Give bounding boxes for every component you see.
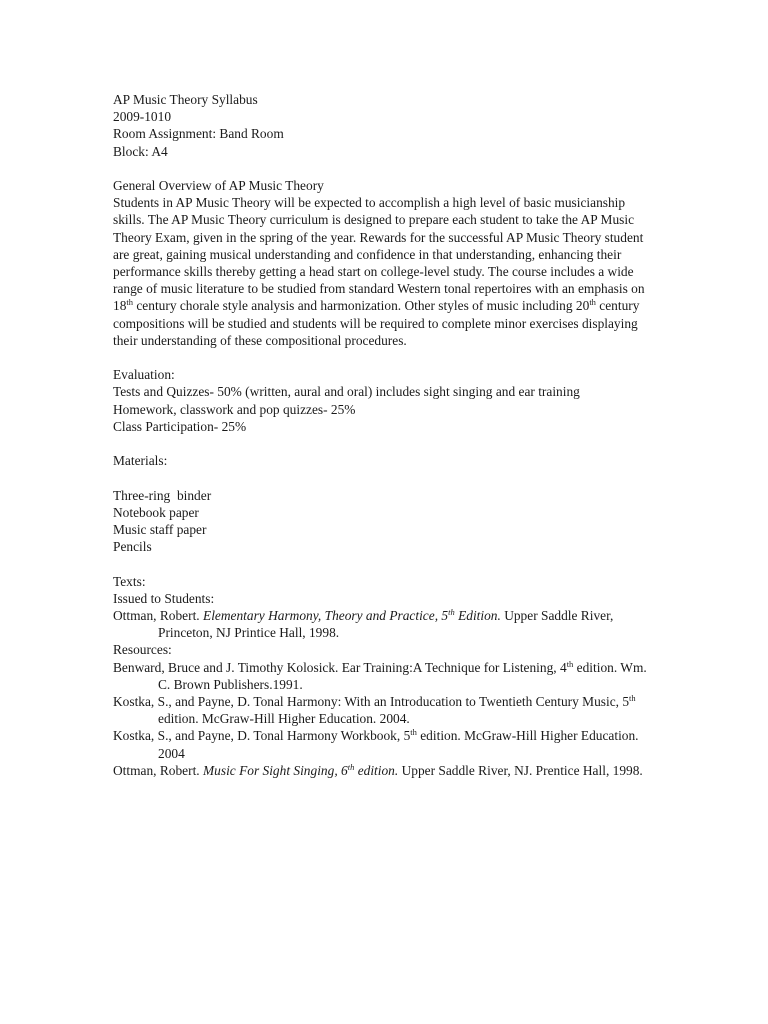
resource-reference xyxy=(113,727,653,761)
evaluation-item: Homework, classwork and pop quizzes- 25% xyxy=(113,401,356,417)
resource-reference xyxy=(113,693,653,727)
ref-title-text: Elementary Harmony, Theory and Practice, 5 xyxy=(203,608,449,624)
spacer xyxy=(113,469,653,486)
overview-text-3: century compositions will be studied and students will be required to complete minor exercises displaying their understanding of these compositional procedures. xyxy=(113,298,640,348)
ordinal-suffix: th xyxy=(566,658,574,669)
ref-author: Ottman, Robert. xyxy=(113,608,204,624)
spacer xyxy=(113,349,653,366)
ordinal-suffix: th xyxy=(126,297,134,308)
spacer xyxy=(113,555,653,572)
ref-text-tail: edition. McGraw-Hill Higher Education. 2004 xyxy=(158,728,639,761)
school-year: 2009-1010 xyxy=(113,109,172,125)
ref-text-tail: edition. McGraw-Hill Higher Education. 2004. xyxy=(158,711,410,727)
overview-text-2: century chorale style analysis and harmonization. Other styles of music including 20 xyxy=(133,298,590,314)
spacer xyxy=(113,435,653,452)
ref-title xyxy=(203,608,501,623)
ordinal-suffix: th xyxy=(629,693,636,704)
materials-heading: Materials: xyxy=(113,453,168,469)
spacer xyxy=(113,160,653,177)
issued-reference xyxy=(113,607,653,641)
ordinal-suffix: th xyxy=(347,761,355,772)
ordinal-suffix: th xyxy=(589,297,596,308)
resource-reference xyxy=(113,659,653,693)
ref-title-tail: Edition. xyxy=(454,608,501,624)
ref-text-tail: edition. Wm. C. Brown Publishers.1991. xyxy=(158,659,647,692)
evaluation-item: Class Participation- 25% xyxy=(113,418,247,434)
ref-text: Benward, Bruce and J. Timothy Kolosick. Ear Training:A Technique for Listening, 4 xyxy=(113,659,567,675)
resource-reference xyxy=(113,762,653,779)
document-title: AP Music Theory Syllabus xyxy=(113,92,258,107)
texts-heading: Texts: xyxy=(113,573,146,589)
room-assignment: Room Assignment: Band Room xyxy=(113,126,284,142)
resources-heading: Resources: xyxy=(113,642,172,658)
materials-item: Music staff paper xyxy=(113,522,207,538)
overview-text-1: Students in AP Music Theory will be expected to accomplish a high level of basic musicianship skills. The AP Music Theory curriculum is designed to prepare each student to take the AP Music Theory Exam, given in the spring of the year. Rewards for the successful AP Music Theory student are great, gaining musical understanding and confidence in that understanding, enhancing their performance skills thereby getting a head start on college-level study. The course includes a wide range of music literature to be studied from standard Western tonal repertoires with an emphasis on 18 xyxy=(113,195,645,314)
materials-item: Pencils xyxy=(113,539,152,555)
ref-author: Ottman, Robert. xyxy=(113,762,204,778)
issued-heading: Issued to Students: xyxy=(113,590,215,606)
ordinal-suffix: th xyxy=(410,727,417,738)
ref-title-tail: edition. xyxy=(354,762,399,778)
block-assignment: Block: A4 xyxy=(113,143,168,159)
materials-item: Three-ring binder xyxy=(113,487,212,503)
evaluation-item: Tests and Quizzes- 50% (written, aural and oral) includes sight singing and ear training xyxy=(113,384,580,400)
ordinal-suffix: th xyxy=(448,607,455,618)
ref-text: Kostka, S., and Payne, D. Tonal Harmony: With an Introducation to Twentieth Century Music, 5 xyxy=(113,694,630,710)
syllabus-document xyxy=(113,91,653,779)
ref-text: Kostka, S., and Payne, D. Tonal Harmony Workbook, 5 xyxy=(113,728,411,744)
overview-heading: General Overview of AP Music Theory xyxy=(113,178,324,193)
evaluation-heading: Evaluation: xyxy=(113,367,175,383)
ref-title xyxy=(203,763,398,778)
overview-paragraph xyxy=(113,194,653,349)
materials-item: Notebook paper xyxy=(113,504,199,520)
ref-title-text: Music For Sight Singing, 6 xyxy=(203,762,348,778)
ref-publication: Upper Saddle River, Princeton, NJ Printice Hall, 1998. xyxy=(158,608,614,641)
ref-publication: Upper Saddle River, NJ. Prentice Hall, 1998. xyxy=(398,762,643,778)
